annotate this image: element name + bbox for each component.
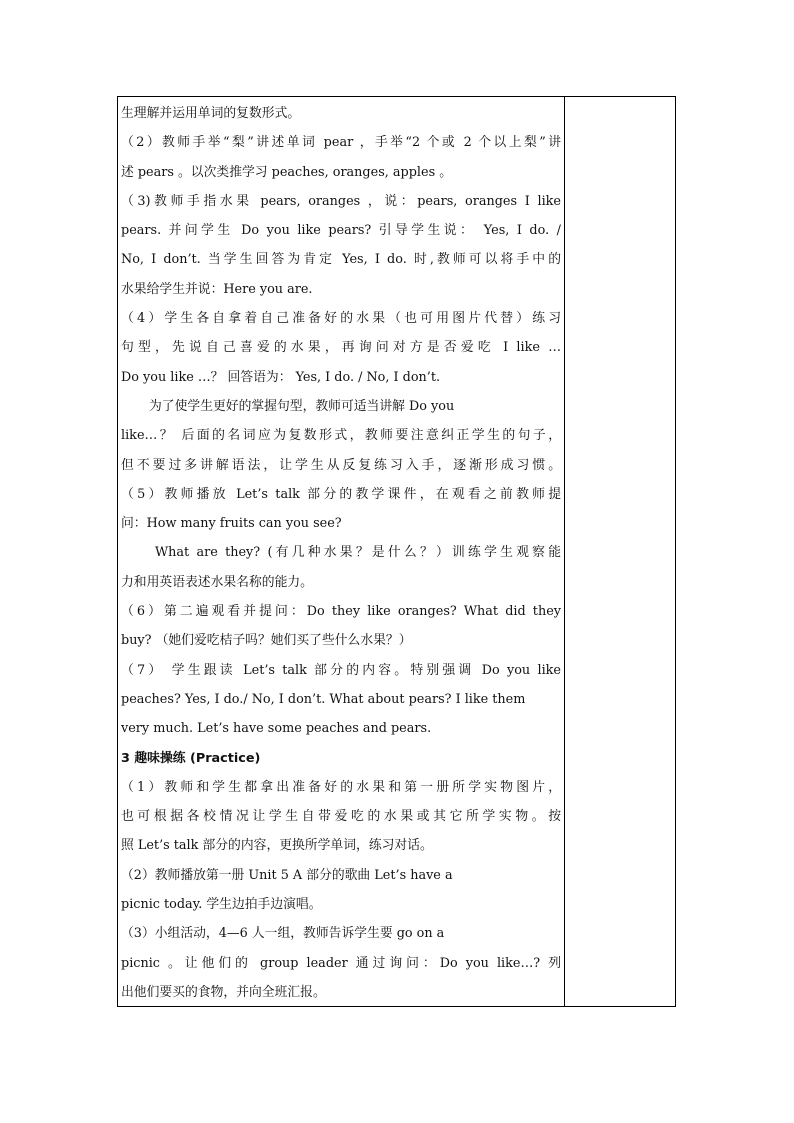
text-line: 水果给学生并说：Here you are.: [121, 281, 313, 297]
lesson-content: [121, 99, 561, 1007]
text-line: picnic 。让他们的 group leader 通过询问：Do you like…? 列: [121, 955, 561, 971]
text-line: 为了使学生更好的掌握句型，教师可适当讲解 Do you: [149, 398, 455, 414]
text-line: 出他们要买的食物，并向全班汇报。: [121, 984, 326, 1000]
text-line: （3)教师手指水果 pears, oranges ，说：pears, oranges I like: [121, 193, 561, 209]
text-line: 问：How many fruits can you see?: [121, 516, 342, 532]
text-line: 句型，先说自己喜爱的水果，再询问对方是否爱吃 I like …: [121, 340, 561, 356]
text-line: （1）教师和学生都拿出准备好的水果和第一册所学实物图片，: [121, 779, 561, 795]
text-line: like…？ 后面的名词应为复数形式，教师要注意纠正学生的句子，: [121, 428, 561, 444]
text-line: （2）教师播放第一册 Unit 5 A 部分的歌曲 Let’s have a: [121, 867, 453, 883]
text-line: 述 pears 。以次类推学习 peaches, oranges, apples 。: [121, 164, 453, 180]
text-line: （3）小组活动，4—6 人一组，教师告诉学生要 go on a: [121, 926, 445, 942]
text-line: 力和用英语表述水果名称的能力。: [121, 574, 313, 590]
text-line: （7） 学生跟读 Let’s talk 部分的内容。特别强调 Do you like: [121, 662, 561, 678]
section-heading-practice: 3 趣味操练 (Practice): [121, 750, 261, 766]
text-line: Do you like …？ 回答语为： Yes, I do. / No, I don’t.: [121, 369, 441, 385]
text-line: What are they? (有几种水果？是什么？）训练学生观察能: [155, 545, 561, 561]
text-line: （6）第二遍观看并提问：Do they like oranges? What did they: [121, 604, 561, 620]
text-line: 照 Let’s talk 部分的内容，更换所学单词，练习对话。: [121, 838, 433, 854]
text-line: 也可根据各校情况让学生自带爱吃的水果或其它所学实物。按: [121, 809, 561, 825]
text-line: buy? （她们爱吃桔子吗？她们买了些什么水果？）: [121, 633, 412, 649]
text-line: peaches? Yes, I do./ No, I don’t. What about pears? I like them: [121, 691, 526, 707]
text-line: （5）教师播放 Let’s talk 部分的教学课件，在观看之前教师提: [121, 486, 561, 502]
text-line: （4）学生各自拿着自己准备好的水果（也可用图片代替）练习: [121, 311, 561, 327]
text-line: picnic today. 学生边拍手边演唱。: [121, 897, 322, 913]
text-line: very much. Let’s have some peaches and pears.: [121, 721, 432, 737]
table-column-divider: [564, 96, 565, 1007]
text-line: 生理解并运用单词的复数形式。: [121, 106, 301, 121]
text-line: 但不要过多讲解语法，让学生从反复练习入手，逐渐形成习惯。: [121, 457, 561, 473]
text-line: pears. 并问学生 Do you like pears? 引导学生说： Yes, I do. /: [121, 223, 561, 239]
text-line: （2）教师手举“梨”讲述单词 pear ，手举“2 个或 2 个以上梨”讲: [121, 135, 561, 151]
text-line: No, I don’t. 当学生回答为肯定 Yes, I do. 时,教师可以将手中的: [121, 252, 561, 268]
